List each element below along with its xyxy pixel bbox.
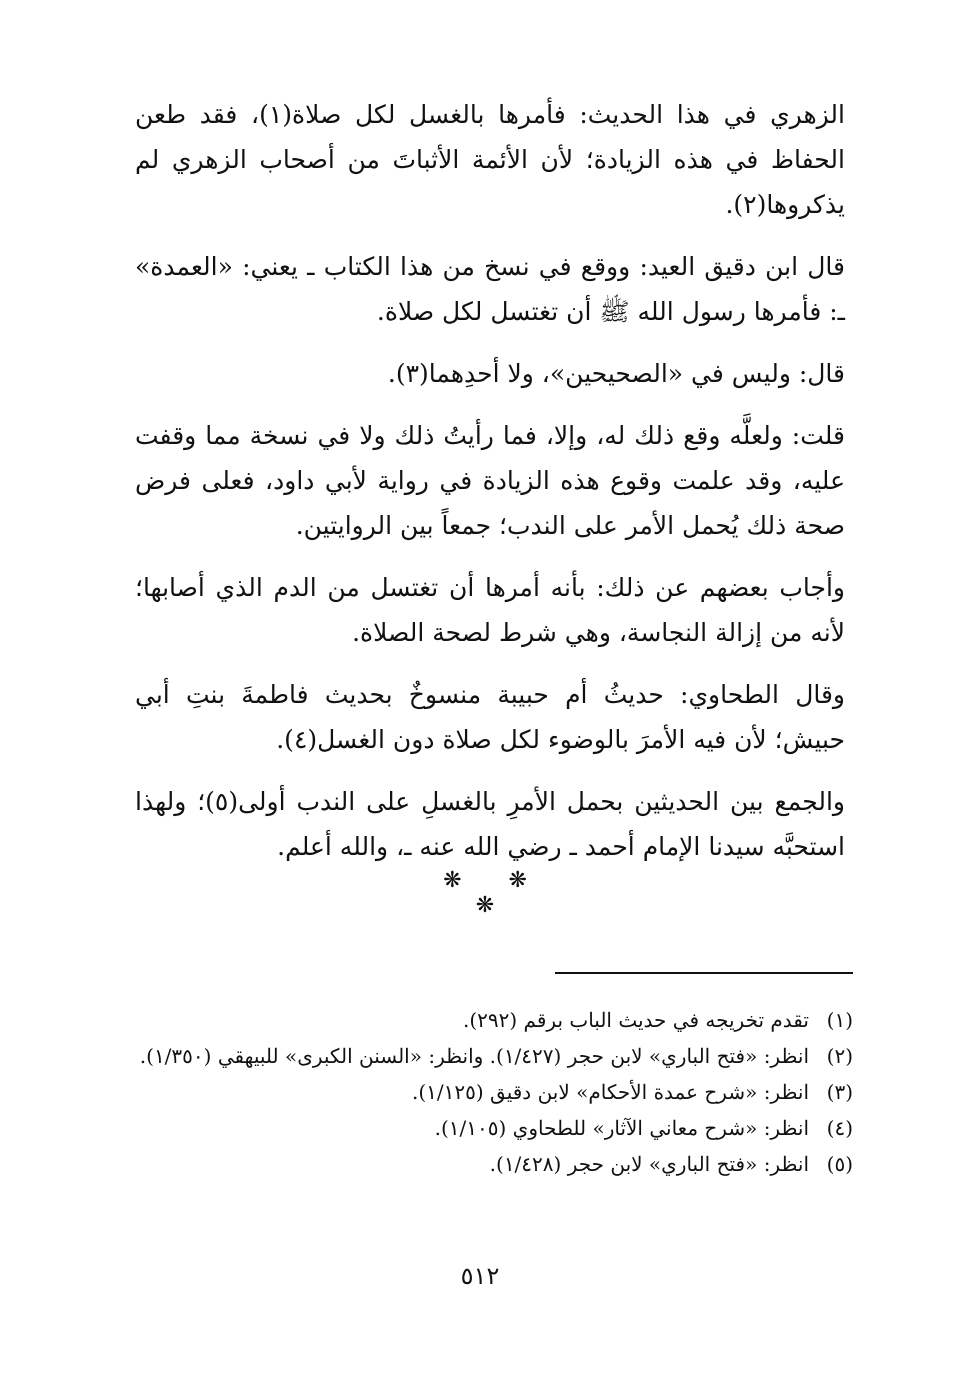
footnote-number: (٥) — [826, 1152, 853, 1176]
paragraph-7: والجمع بين الحديثين بحمل الأمرِ بالغسلِ على الندب أولى(٥)؛ ولهذا استحبَّه سيدنا الإمام أحمد ـ رضي الله عنه ـ، والله أعلم. — [135, 787, 845, 861]
footnote-divider — [555, 972, 853, 974]
footnote-number: (٣) — [826, 1080, 853, 1104]
paragraph-4: قلت: ولعلَّه وقع ذلك له، وإلا، فما رأيتُ ذلك ولا في نسخة مما وقفت عليه، وقد علمت وقوع هذه الزيادة في رواية لأبي داود، فعلى فرض صحة ذلك يُحمل الأمر على الندب؛ جمعاً بين الروايتين. — [135, 421, 846, 540]
footnote-text: انظر: «فتح الباري» لابن حجر (١/٤٢٧). وانظر: «السنن الكبرى» للبيهقي (١/٣٥٠). — [139, 1044, 809, 1068]
footnote-4 — [135, 1110, 853, 1146]
footnote-text: انظر: «فتح الباري» لابن حجر (١/٤٢٨). — [489, 1152, 809, 1176]
footnote-number: (٤) — [826, 1116, 853, 1140]
footnote-5 — [135, 1146, 853, 1182]
paragraph-3: قال: وليس في «الصحيحين»، ولا أحدِهما(٣). — [387, 359, 845, 388]
paragraph-1: الزهري في هذا الحديث: فأمرها بالغسل لكل صلاة(١)، فقد طعن الحفاظ في هذه الزيادة؛ لأن الأئمة الأثباتَ من أصحاب الزهري لم يذكروها(٢). — [135, 100, 845, 219]
paragraph-2: قال ابن دقيق العيد: ووقع في نسخ من هذا الكتاب ـ يعني: «العمدة» ـ: فأمرها رسول الله ﷺ أن تغتسل لكل صلاة. — [135, 252, 845, 326]
footnote-text: انظر: «شرح معاني الآثار» للطحاوي (١/١٠٥). — [434, 1116, 809, 1140]
footnote-number: (٢) — [826, 1044, 853, 1068]
section-separator: ❋ ❋ ❋ — [443, 868, 547, 918]
paragraph-6: وقال الطحاوي: حديثُ أم حبيبة منسوخٌ بحديث فاطمةَ بنتِ أبي حبيش؛ لأن فيه الأمرَ بالوضوء لكل صلاة دون الغسل(٤). — [135, 680, 845, 754]
footnotes — [135, 1002, 853, 1182]
footnote-text: تقدم تخريجه في حديث الباب برقم (٢٩٢). — [462, 1008, 809, 1032]
main-text — [135, 92, 845, 886]
footnote-1 — [135, 1002, 853, 1038]
footnote-2 — [135, 1038, 853, 1074]
footnote-text: انظر: «شرح عمدة الأحكام» لابن دقيق (١/١٢٥). — [411, 1080, 809, 1104]
paragraph-5: وأجاب بعضهم عن ذلك: بأنه أمرها أن تغتسل من الدم الذي أصابها؛ لأنه من إزالة النجاسة، وهي شرط لصحة الصلاة. — [135, 573, 845, 647]
page-number: ٥١٢ — [460, 1262, 500, 1290]
footnote-number: (١) — [826, 1008, 853, 1032]
footnote-3 — [135, 1074, 853, 1110]
